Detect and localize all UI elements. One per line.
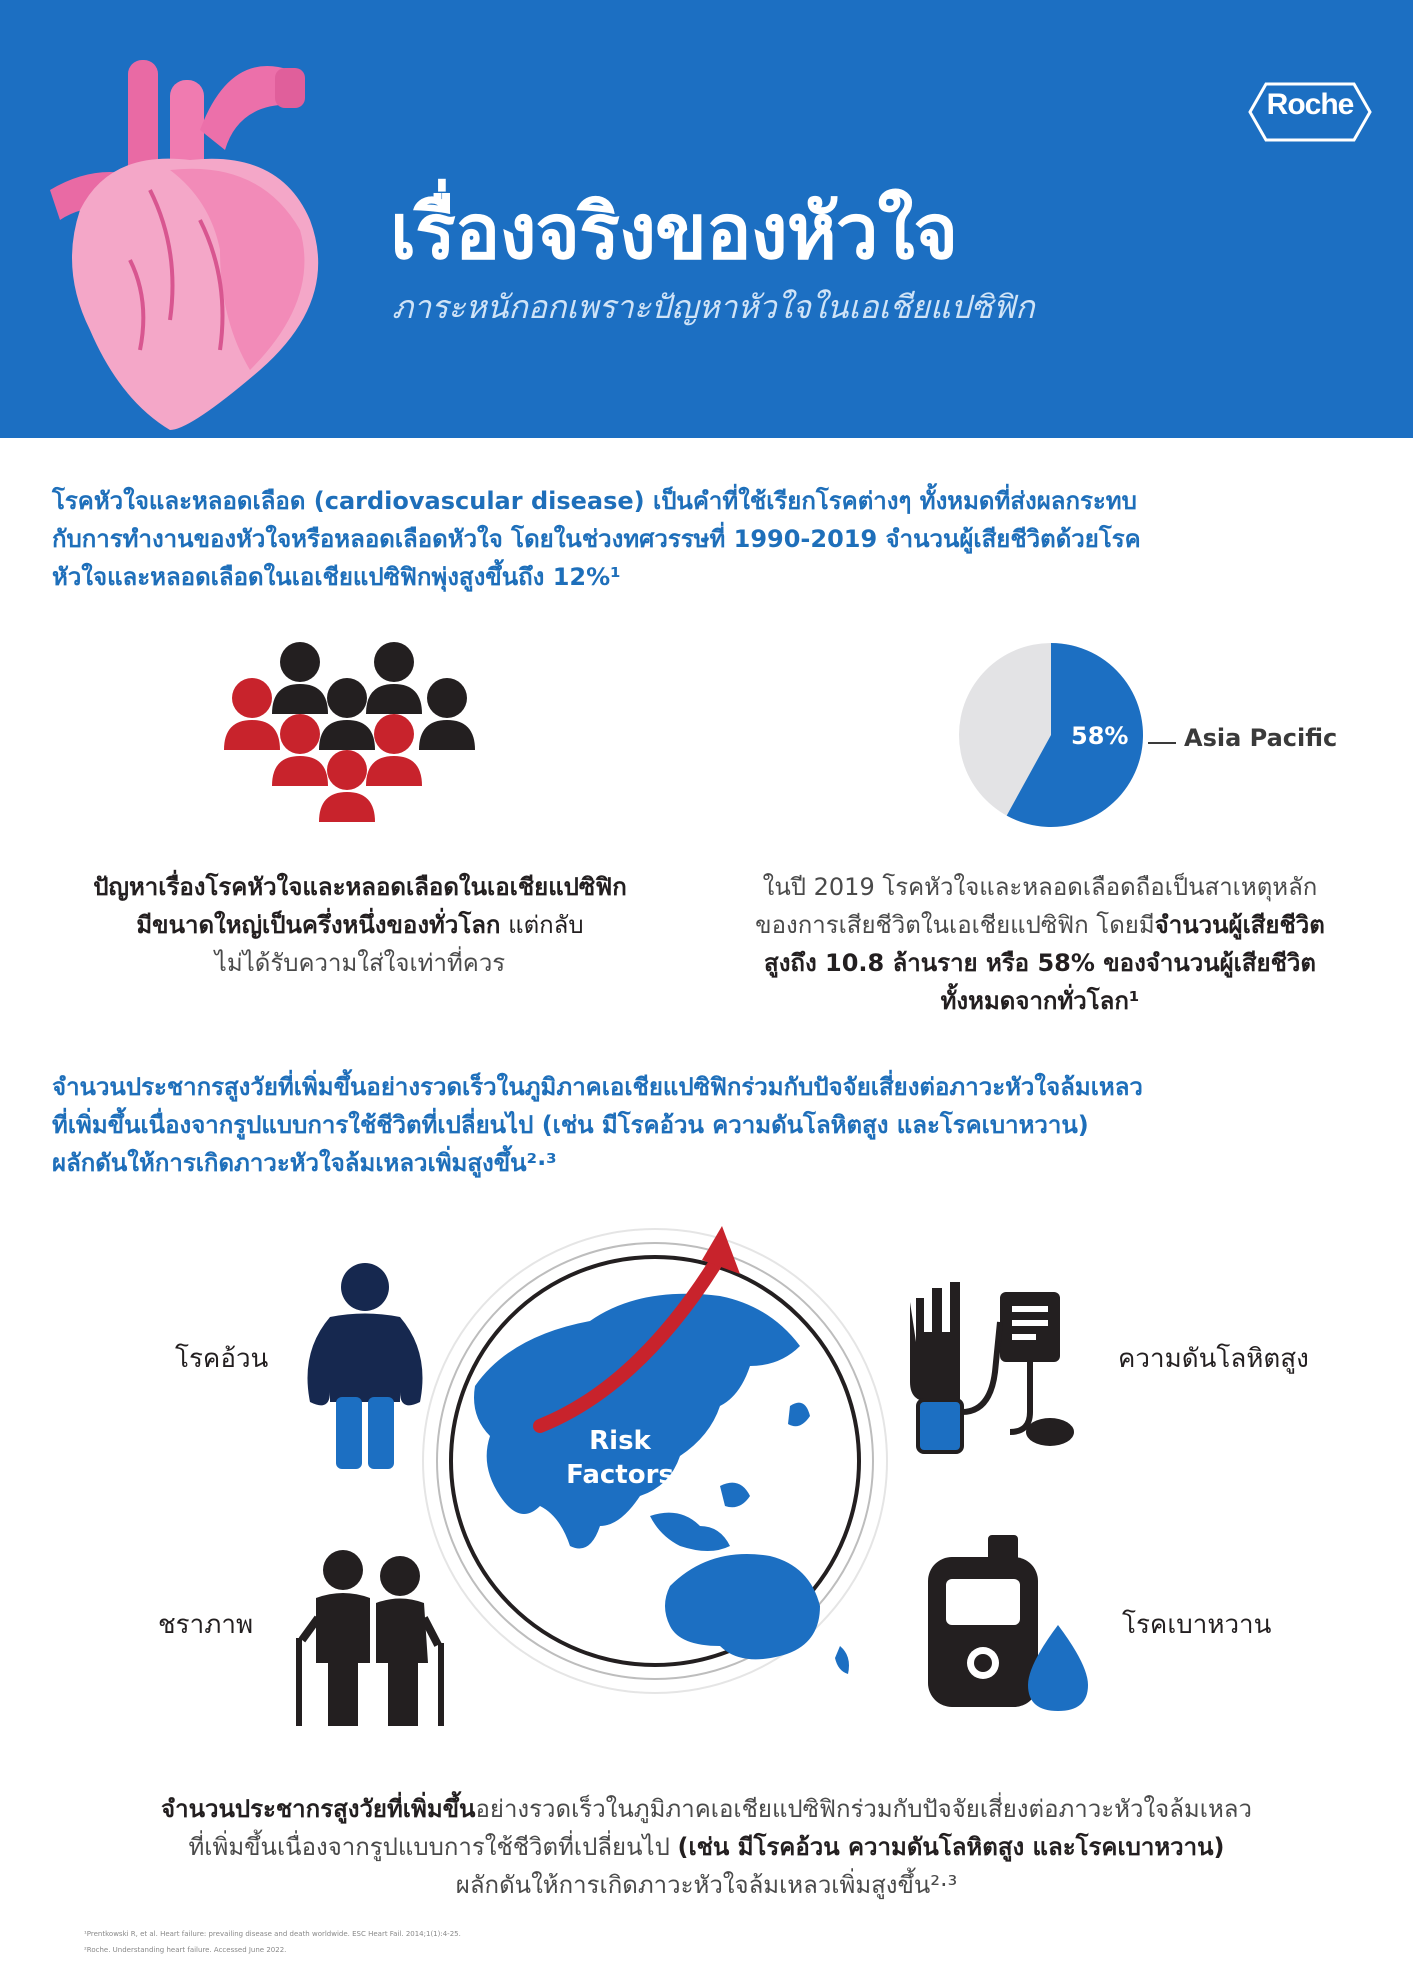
- vessel-3: [275, 68, 305, 108]
- intro-line: หัวใจและหลอดเลือดในเอเชียแปซิฟิกพุ่งสูงขึ้นถึง 12%¹: [52, 563, 621, 591]
- footnote-2: ²Roche. Understanding heart failure. Accessed June 2022.: [84, 1946, 287, 1954]
- left-stat-rest: แต่กลับ: [500, 911, 584, 939]
- section2-paragraph: [52, 1068, 1362, 1182]
- pie-percent-label: 58%: [1071, 722, 1129, 750]
- diabetes-label: โรคเบาหวาน: [1122, 1610, 1272, 1640]
- new-zealand: [835, 1646, 849, 1674]
- bottom-paragraph: [0, 1790, 1413, 1904]
- philippines-islands: [720, 1483, 750, 1508]
- risk-label-line1: Risk: [589, 1426, 651, 1456]
- bottom-rest-1: อย่างรวดเร็วในภูมิภาคเอเชียแปซิฟิกร่วมกับปัจจัยเสี่ยงต่อภาวะหัวใจล้มเหลว: [475, 1795, 1252, 1823]
- bottom-line3: ผลักดันให้การเกิดภาวะหัวใจล้มเหลวเพิ่มสูงขึ้น²·³: [455, 1871, 958, 1899]
- risk-label-line2: Factors: [566, 1460, 674, 1490]
- footnote-1: ¹Prentkowski R, et al. Heart failure: prevailing disease and death worldwide. ESC Heart Fail. 2014;1(1):4-25.: [84, 1930, 461, 1938]
- left-stat-text: [20, 868, 700, 982]
- left-stat-bold: มีขนาดใหญ่เป็นครึ่งหนึ่งของทั่วโลก: [136, 911, 501, 939]
- elderly-couple-icon: [288, 1548, 453, 1728]
- right-stat-text: [700, 868, 1380, 1020]
- intro-line: โรคหัวใจและหลอดเลือด (cardiovascular disease) เป็นคำที่ใช้เรียกโรคต่างๆ ทั้งหมดที่ส่งผลกระทบ: [52, 487, 1137, 515]
- heart-illustration: [20, 20, 350, 440]
- bottom-rest-2: ที่เพิ่มขึ้นเนื่องจากรูปแบบการใช้ชีวิตที่เปลี่ยนไป: [188, 1833, 678, 1861]
- intro-line: กับการทำงานของหัวใจหรือหลอดเลือดหัวใจ โดยในช่วงทศวรรษที่ 1990-2019 จำนวนผู้เสียชีวิตด้วยโรค: [52, 525, 1141, 553]
- left-stat-line3: ไม่ได้รับความใส่ใจเท่าที่ควร: [214, 949, 506, 977]
- bottom-bold-2: (เช่น มีโรคอ้วน ความดันโลหิตสูง และโรคเบาหวาน): [677, 1833, 1225, 1861]
- blood-pressure-icon: [900, 1282, 1100, 1462]
- aging-label: ชราภาพ: [158, 1610, 254, 1640]
- people-group-icon: [212, 640, 492, 840]
- obesity-label: โรคอ้วน: [175, 1344, 269, 1374]
- hypertension-label: ความดันโลหิตสูง: [1118, 1344, 1309, 1374]
- pie-leader-line: [1148, 742, 1176, 744]
- bottom-bold-1: จำนวนประชากรสูงวัยที่เพิ่มขึ้น: [161, 1795, 476, 1823]
- right-stat-line1: ในปี 2019 โรคหัวใจและหลอดเลือดถือเป็นสาเหตุหลัก: [762, 873, 1318, 901]
- obesity-icon: [300, 1262, 430, 1472]
- right-stat-bold: จำนวนผู้เสียชีวิต: [1154, 911, 1325, 939]
- right-stat-line4: ทั้งหมดจากทั่วโลก¹: [940, 987, 1140, 1015]
- asia-landmass: [474, 1294, 800, 1549]
- roche-logo-text: Roche: [1266, 88, 1354, 121]
- page-subtitle: ภาระหนักอกเพราะปัญหาหัวใจในเอเชียแปซิฟิก: [392, 288, 1035, 326]
- australia: [665, 1554, 820, 1659]
- section2-line: ที่เพิ่มขึ้นเนื่องจากรูปแบบการใช้ชีวิตที่เปลี่ยนไป (เช่น มีโรคอ้วน ความดันโลหิตสูง และโรคเบาหวาน): [52, 1111, 1089, 1139]
- japan-islands: [788, 1403, 810, 1427]
- page-title: เรื่องจริงของหัวใจ: [390, 187, 958, 276]
- section2-line: ผลักดันให้การเกิดภาวะหัวใจล้มเหลวเพิ่มสูงขึ้น²·³: [52, 1149, 557, 1177]
- intro-paragraph: [52, 482, 1362, 596]
- glucose-meter-icon: [918, 1535, 1098, 1715]
- pie-region-label: Asia Pacific: [1184, 724, 1338, 752]
- left-stat-line1: ปัญหาเรื่องโรคหัวใจและหลอดเลือดในเอเชียแปซิฟิก: [93, 873, 627, 901]
- indonesia-islands: [650, 1513, 730, 1551]
- right-stat-line3: สูงถึง 10.8 ล้านราย หรือ 58% ของจำนวนผู้เสียชีวิต: [764, 949, 1316, 977]
- risk-factors-label: [560, 1424, 680, 1492]
- right-stat-rest: ของการเสียชีวิตในเอเชียแปซิฟิก โดยมี: [755, 911, 1155, 939]
- section2-line: จำนวนประชากรสูงวัยที่เพิ่มขึ้นอย่างรวดเร็วในภูมิภาคเอเชียแปซิฟิกร่วมกับปัจจัยเสี่ยงต่อภาวะหัวใจล้มเหลว: [52, 1073, 1143, 1101]
